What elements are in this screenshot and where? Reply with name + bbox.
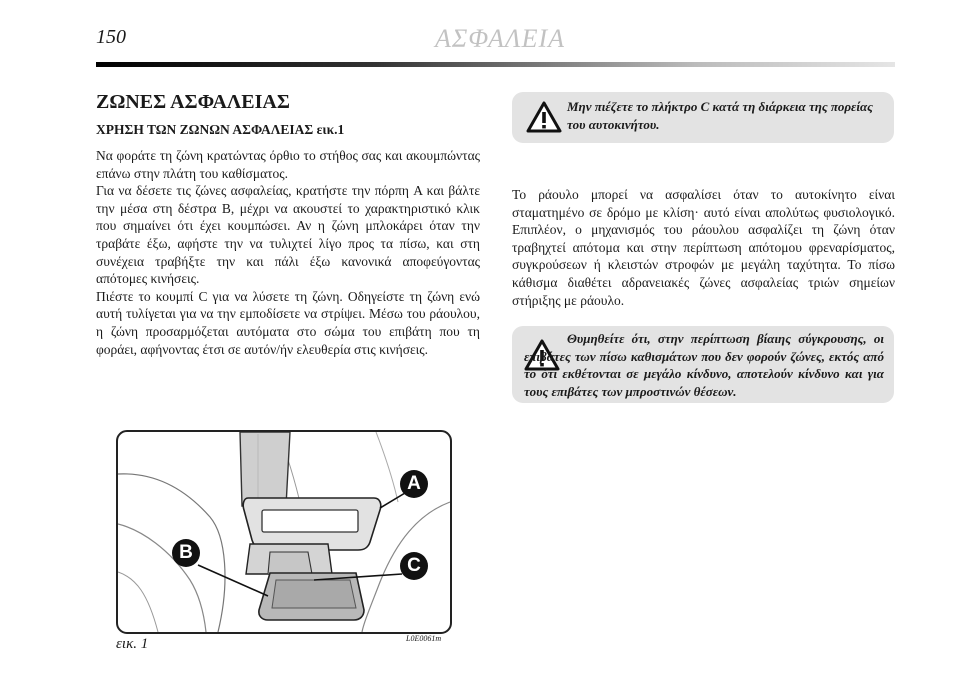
callout-c-letter: C — [407, 555, 421, 576]
paragraph-retractor: Το ράουλο μπορεί να ασφαλίσει όταν το αυτοκίνητο είναι σταματημένο σε δρόμο με κλίση· αυτό είναι απολύτως φυσιολογικό. Επιπλέον, ο μηχανισμός του ράουλου ασφαλίζει τη ζώνη όταν τραβηχτεί απότομα και στην περίπτωση απότομου φρεναρίσματος, συγκρούσεων ή κλειστών στροφών με μεγάλη ταχύτητα. Το πίσω κάθισμα διαθέτει αδρανειακές ζώνες ασφαλείας τριών σημείων στήριξης με ράουλο. — [512, 187, 895, 308]
callout-label-a — [400, 470, 428, 498]
paragraph-release: Πιέστε το κουμπί C για να λύσετε τη ζώνη. Οδηγείστε τη ζώνη ενώ αυτή τυλίγεται για να την εμποδίσετε να στρίψει. Μέσω του ράουλου, η ζώνη προσαρμόζεται αυτόματα στο σώμα του επιβάτη που τη φοράει, αφήνοντας έτσι σε αυτόν/ήν ελευθερία στις κινήσεις. — [96, 288, 480, 357]
right-column-text — [512, 186, 895, 309]
page-number: 150 — [96, 26, 126, 48]
callout-a-letter: A — [407, 473, 421, 494]
figure-caption: εικ. 1 — [116, 636, 149, 652]
warning-triangle-icon — [526, 101, 562, 133]
left-column-text — [96, 147, 480, 358]
main-heading: ΖΩΝΕΣ ΑΣΦΑΛΕΙΑΣ — [96, 91, 290, 113]
warning-text-bottom: Θυμηθείτε ότι, στην περίπτωση βίαιης σύγκρουσης, οι επιβάτες των πίσω καθισμάτων που δεν φορούν ζώνες, εκτός από το ότι εκθέτονται σε μεγάλο κίνδυνο, αποτελούν κίνδυνο και για τους επιβάτες των μπροστινών θέσεων. — [524, 331, 884, 399]
section-title: ΑΣΦΑΛΕΙΑ — [435, 24, 565, 53]
warning-text-top: Μην πιέζετε το πλήκτρο C κατά τη διάρκεια της πορείας του αυτοκινήτου. — [567, 99, 873, 132]
warning-box-bottom — [512, 326, 894, 403]
callout-label-c — [400, 552, 428, 580]
seatbelt-illustration — [118, 432, 450, 632]
paragraph-fastening: Για να δέσετε τις ζώνες ασφαλείας, κρατήστε την πόρπη A και βάλτε την μέσα στη δέστρα B, μέχρι να ακουστεί το χαρακτηριστικό κλικ που σημαίνει ότι έχει κουμπώσει. Αν η ζώνη μπλοκάρει όταν την τραβάτε έξω, αφήστε την να τυλιχτεί λίγο προς τα πίσω, και στη συνέχεια τραβήξτε την και πάλι έξω κανονικά αποφεύγοντας απότομες κινήσεις. — [96, 183, 480, 287]
callout-label-b — [172, 539, 200, 567]
warning-box-top — [512, 92, 894, 143]
callout-b-letter: B — [179, 542, 193, 563]
header-rule — [96, 62, 895, 67]
sub-heading: ΧΡΗΣΗ ΤΩΝ ΖΩΝΩΝ ΑΣΦΑΛΕΙΑΣ εικ.1 — [96, 122, 345, 137]
figure-code: L0E0061m — [406, 634, 442, 643]
paragraph-posture: Να φοράτε τη ζώνη κρατώντας όρθιο το στήθος σας και ακουμπώντας επάνω στην πλάτη του καθίσματος. — [96, 148, 480, 181]
seatbelt-figure — [116, 430, 452, 634]
